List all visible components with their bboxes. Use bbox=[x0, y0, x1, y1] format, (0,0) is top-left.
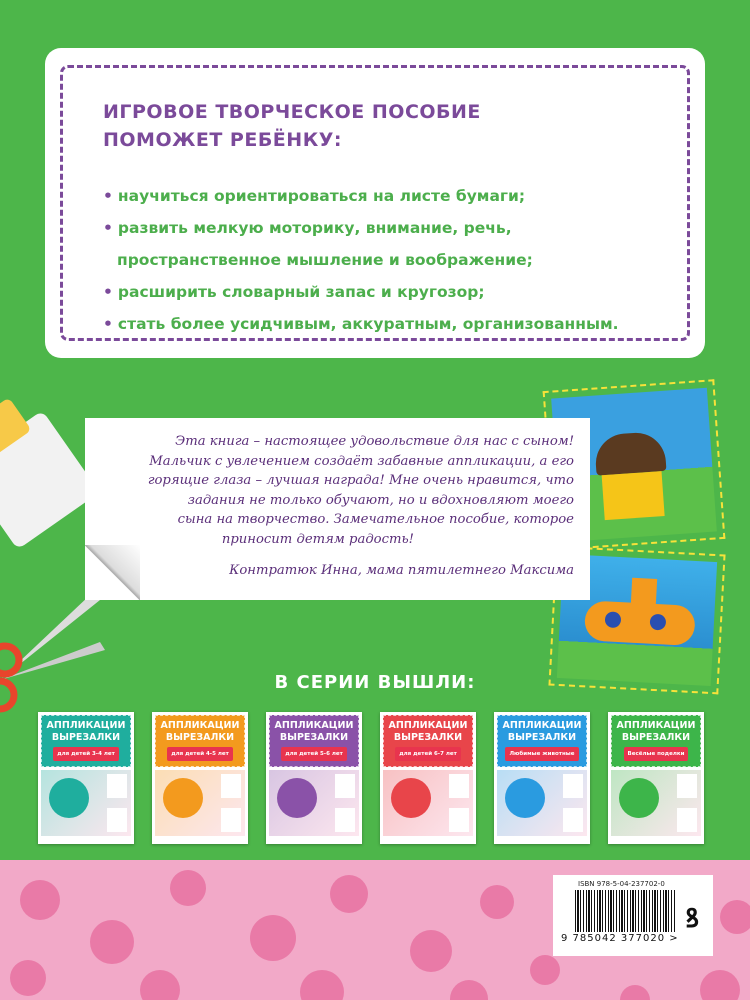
cover-title-line: ВЫРЕЗАЛКИ bbox=[507, 732, 577, 743]
cover-illustration bbox=[41, 770, 131, 836]
cover-title-line: ВЫРЕЗАЛКИ bbox=[393, 732, 463, 743]
benefits-list bbox=[103, 180, 647, 340]
review-author: Контратюк Инна, мама пятилетнего Максима bbox=[229, 563, 574, 578]
polka-dot bbox=[700, 970, 740, 1000]
cover-title bbox=[611, 715, 701, 767]
review-line: приносит детям радость! bbox=[221, 531, 414, 547]
cover-illustration bbox=[155, 770, 245, 836]
polka-dot bbox=[170, 870, 206, 906]
cover-title bbox=[269, 715, 359, 767]
barcode bbox=[553, 875, 713, 956]
bullet-text: научиться ориентироваться на листе бумаги; bbox=[117, 187, 526, 205]
book-cover bbox=[266, 712, 362, 844]
book-cover bbox=[494, 712, 590, 844]
review-line: сына на творчество. Замечательное пособие, которое bbox=[177, 512, 574, 527]
cover-badge: Любимые животные bbox=[505, 747, 578, 761]
list-item bbox=[103, 308, 647, 340]
bullet-text: расширить словарный запас и кругозор; bbox=[117, 283, 485, 301]
series-title: В СЕРИИ ВЫШЛИ: bbox=[274, 672, 476, 693]
cover-badge: для детей 3-4 лет bbox=[53, 747, 119, 761]
polka-dot bbox=[620, 985, 650, 1000]
publisher-logo-icon: ꝸ bbox=[685, 904, 699, 934]
cover-title-line: АППЛИКАЦИИ bbox=[388, 720, 468, 731]
polka-dot bbox=[450, 980, 488, 1000]
list-item bbox=[103, 244, 647, 276]
bullet-text: пространственное мышление и воображение; bbox=[117, 251, 533, 269]
cover-title bbox=[41, 715, 131, 767]
polka-dot bbox=[720, 900, 750, 934]
polka-dot bbox=[480, 885, 514, 919]
cover-illustration bbox=[497, 770, 587, 836]
cover-badge: для детей 4-5 лет bbox=[167, 747, 233, 761]
headline-line: ПОМОЖЕТ РЕБЁНКУ: bbox=[103, 129, 342, 151]
review-line: задания не только обучают, но и вдохновляют моего bbox=[187, 492, 574, 508]
bullet-icon: • bbox=[103, 187, 113, 205]
cover-title-line: АППЛИКАЦИИ bbox=[46, 720, 126, 731]
polka-dot bbox=[250, 915, 296, 961]
review-line: горящие глаза – лучшая награда! Мне очень нравится, что bbox=[147, 473, 574, 488]
cover-badge: для детей 5-6 лет bbox=[281, 747, 347, 761]
cover-badge: Весёлые поделки bbox=[624, 747, 689, 761]
list-item bbox=[103, 276, 647, 308]
dashed-frame bbox=[60, 65, 690, 341]
bullet-text: развить мелкую моторику, внимание, речь, bbox=[117, 219, 512, 237]
bullet-icon: • bbox=[103, 219, 113, 237]
review-line: Эта книга – настоящее удовольствие для нас с сыном! bbox=[175, 434, 574, 449]
cover-title bbox=[383, 715, 473, 767]
polka-dot bbox=[20, 880, 60, 920]
cover-title-line: ВЫРЕЗАЛКИ bbox=[165, 732, 235, 743]
cover-illustration bbox=[383, 770, 473, 836]
headline bbox=[103, 98, 647, 154]
barcode-number: 9 785042 377020 > bbox=[561, 933, 679, 944]
review-note bbox=[85, 418, 590, 600]
list-item bbox=[103, 180, 647, 212]
polka-dot bbox=[410, 930, 452, 972]
bullet-icon: • bbox=[103, 315, 113, 333]
info-card bbox=[45, 48, 705, 358]
page-curl bbox=[85, 545, 140, 600]
cover-illustration bbox=[269, 770, 359, 836]
cover-illustration bbox=[611, 770, 701, 836]
scissors-icon bbox=[0, 590, 110, 720]
polka-dot bbox=[140, 970, 180, 1000]
list-item bbox=[103, 212, 647, 244]
cover-title bbox=[497, 715, 587, 767]
cover-title bbox=[155, 715, 245, 767]
series-books bbox=[38, 712, 704, 844]
book-cover bbox=[152, 712, 248, 844]
bullet-icon: • bbox=[103, 283, 113, 301]
polka-dot bbox=[90, 920, 134, 964]
cover-title-line: ВЫРЕЗАЛКИ bbox=[279, 732, 349, 743]
polka-dot bbox=[10, 960, 46, 996]
review-line: Мальчик с увлечением создаёт забавные аппликации, а его bbox=[149, 453, 574, 469]
cover-title-line: ВЫРЕЗАЛКИ bbox=[621, 732, 691, 743]
cover-title-line: АППЛИКАЦИИ bbox=[616, 720, 696, 731]
polka-dot bbox=[300, 970, 344, 1000]
isbn: ISBN 978-5-04-237702-0 bbox=[578, 880, 665, 888]
polka-dot bbox=[330, 875, 368, 913]
cover-badge: для детей 6-7 лет bbox=[395, 747, 461, 761]
book-cover bbox=[608, 712, 704, 844]
cover-title-line: ВЫРЕЗАЛКИ bbox=[51, 732, 121, 743]
cover-title-line: АППЛИКАЦИИ bbox=[274, 720, 354, 731]
cover-title-line: АППЛИКАЦИИ bbox=[502, 720, 582, 731]
headline-line: ИГРОВОЕ ТВОРЧЕСКОЕ ПОСОБИЕ bbox=[103, 101, 481, 123]
polka-dot bbox=[530, 955, 560, 985]
bullet-text: стать более усидчивым, аккуратным, организованным. bbox=[117, 315, 619, 333]
book-cover bbox=[380, 712, 476, 844]
barcode-bars bbox=[575, 890, 675, 932]
cover-title-line: АППЛИКАЦИИ bbox=[160, 720, 240, 731]
book-cover bbox=[38, 712, 134, 844]
